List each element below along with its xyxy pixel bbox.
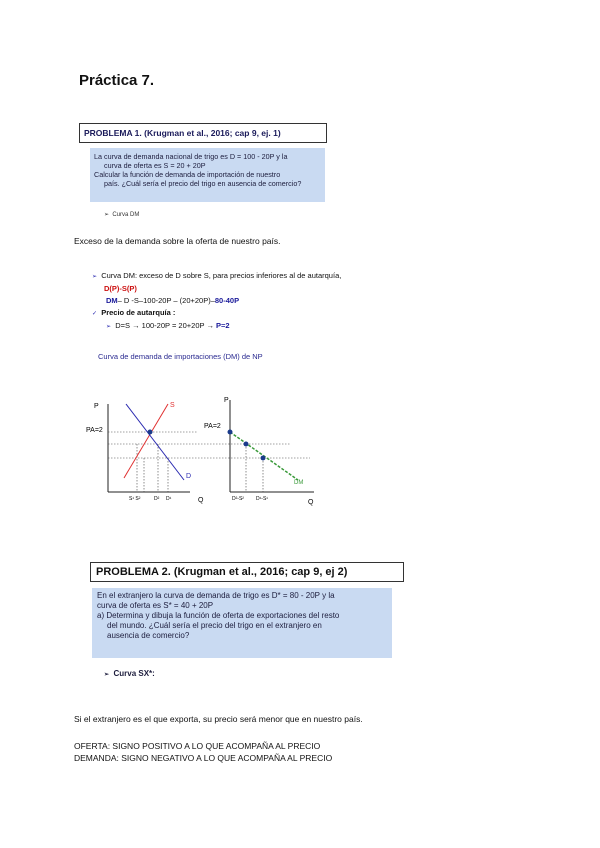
right-q-label: Q [308,499,314,506]
problem2-line: curva de oferta es S* = 40 + 20P [97,601,214,610]
derivation-line5: ➢ D=S → 100-20P = 20+20P → P=2 [106,321,230,330]
dm-point-1 [244,442,249,447]
problem1-bullet: ➢ Curva DM [104,212,140,218]
problem1-line: curva de oferta es S = 20 + 20P [104,161,206,170]
derivation-line4: ✓ Precio de autarquía : [92,308,176,317]
excess-text: Exceso de la demanda sobre la oferta de nuestro país. [74,236,281,246]
problem1-statement [90,148,325,202]
problem1-heading: PROBLEMA 1. (Krugman et al., 2016; cap 9, ej. 1) [79,123,327,143]
left-pa-label: PA=2 [86,427,103,434]
supply-label: S [170,402,175,409]
bullet-arrow-icon: ➢ [104,672,110,678]
problem2-line: En el extranjero la curva de demanda de trigo es D* = 80 - 20P y la [97,591,335,600]
graph-caption: Curva de demanda de importaciones (DM) de NP [98,352,263,361]
tick-label-d1: D¹ [166,496,172,502]
autarky-graphs [80,392,340,514]
right-pa-label: PA=2 [204,423,221,430]
problem1-line: La curva de demanda nacional de trigo es D = 100 - 20P y la [94,152,288,161]
left-q-label: Q [198,497,204,504]
problem2-statement [92,588,392,658]
tick-label-dm2: D¹-S¹ [256,496,268,502]
derivation-line3: DM– D -S–100-20P – (20+20P)–80-40P [106,296,240,305]
derivation-line2: D(P)-S(P) [104,284,137,293]
equilibrium-point [148,430,153,435]
problem1-line: país. ¿Cuál sería el precio del trigo en ausencia de comercio? [104,179,302,188]
tick-label-dm1: D²-S² [232,496,244,502]
problem1-line: Calcular la función de demanda de importación de nuestro [94,170,281,179]
problem2-bullet: ➢ Curva SX*: [104,669,155,678]
dm-point-2 [261,456,266,461]
bullet-arrow-icon: ➢ [92,274,98,280]
problem2-line: ausencia de comercio? [107,631,190,640]
page-title: Práctica 7. [79,72,155,89]
bullet-arrow-icon: ➢ [106,324,112,330]
note-demand-sign: DEMANDA: SIGNO NEGATIVO A LO QUE ACOMPAÑA AL PRECIO [74,753,333,763]
dm-label: DM [294,480,304,486]
problem2-heading: PROBLEMA 2. (Krugman et al., 2016; cap 9, ej 2) [90,562,404,582]
supply-curve [124,404,168,478]
left-p-label: P [94,403,99,410]
tick-label-d2: D² [154,496,160,502]
problem2-line: a) Determina y dibuja la función de oferta de exportaciones del resto [97,611,340,620]
demand-label: D [186,473,192,480]
dm-point-autarky [228,430,233,435]
derivation-line1: ➢ Curva DM: exceso de D sobre S, para precios inferiores al de autarquía, [92,271,342,280]
bullet-arrow-icon: ➢ [104,212,110,218]
derivation [92,270,341,333]
check-icon: ✓ [92,311,98,317]
note-supply-sign: OFERTA: SIGNO POSITIVO A LO QUE ACOMPAÑA AL PRECIO [74,741,321,751]
tick-label-s: S¹ S² [129,496,141,502]
problem2-line: del mundo. ¿Cuál sería el precio del trigo en el extranjero en [107,621,322,630]
right-p-label: P [224,397,229,404]
note-export-price: Si el extranjero es el que exporta, su precio será menor que en nuestro país. [74,714,363,724]
demand-curve [126,404,184,480]
